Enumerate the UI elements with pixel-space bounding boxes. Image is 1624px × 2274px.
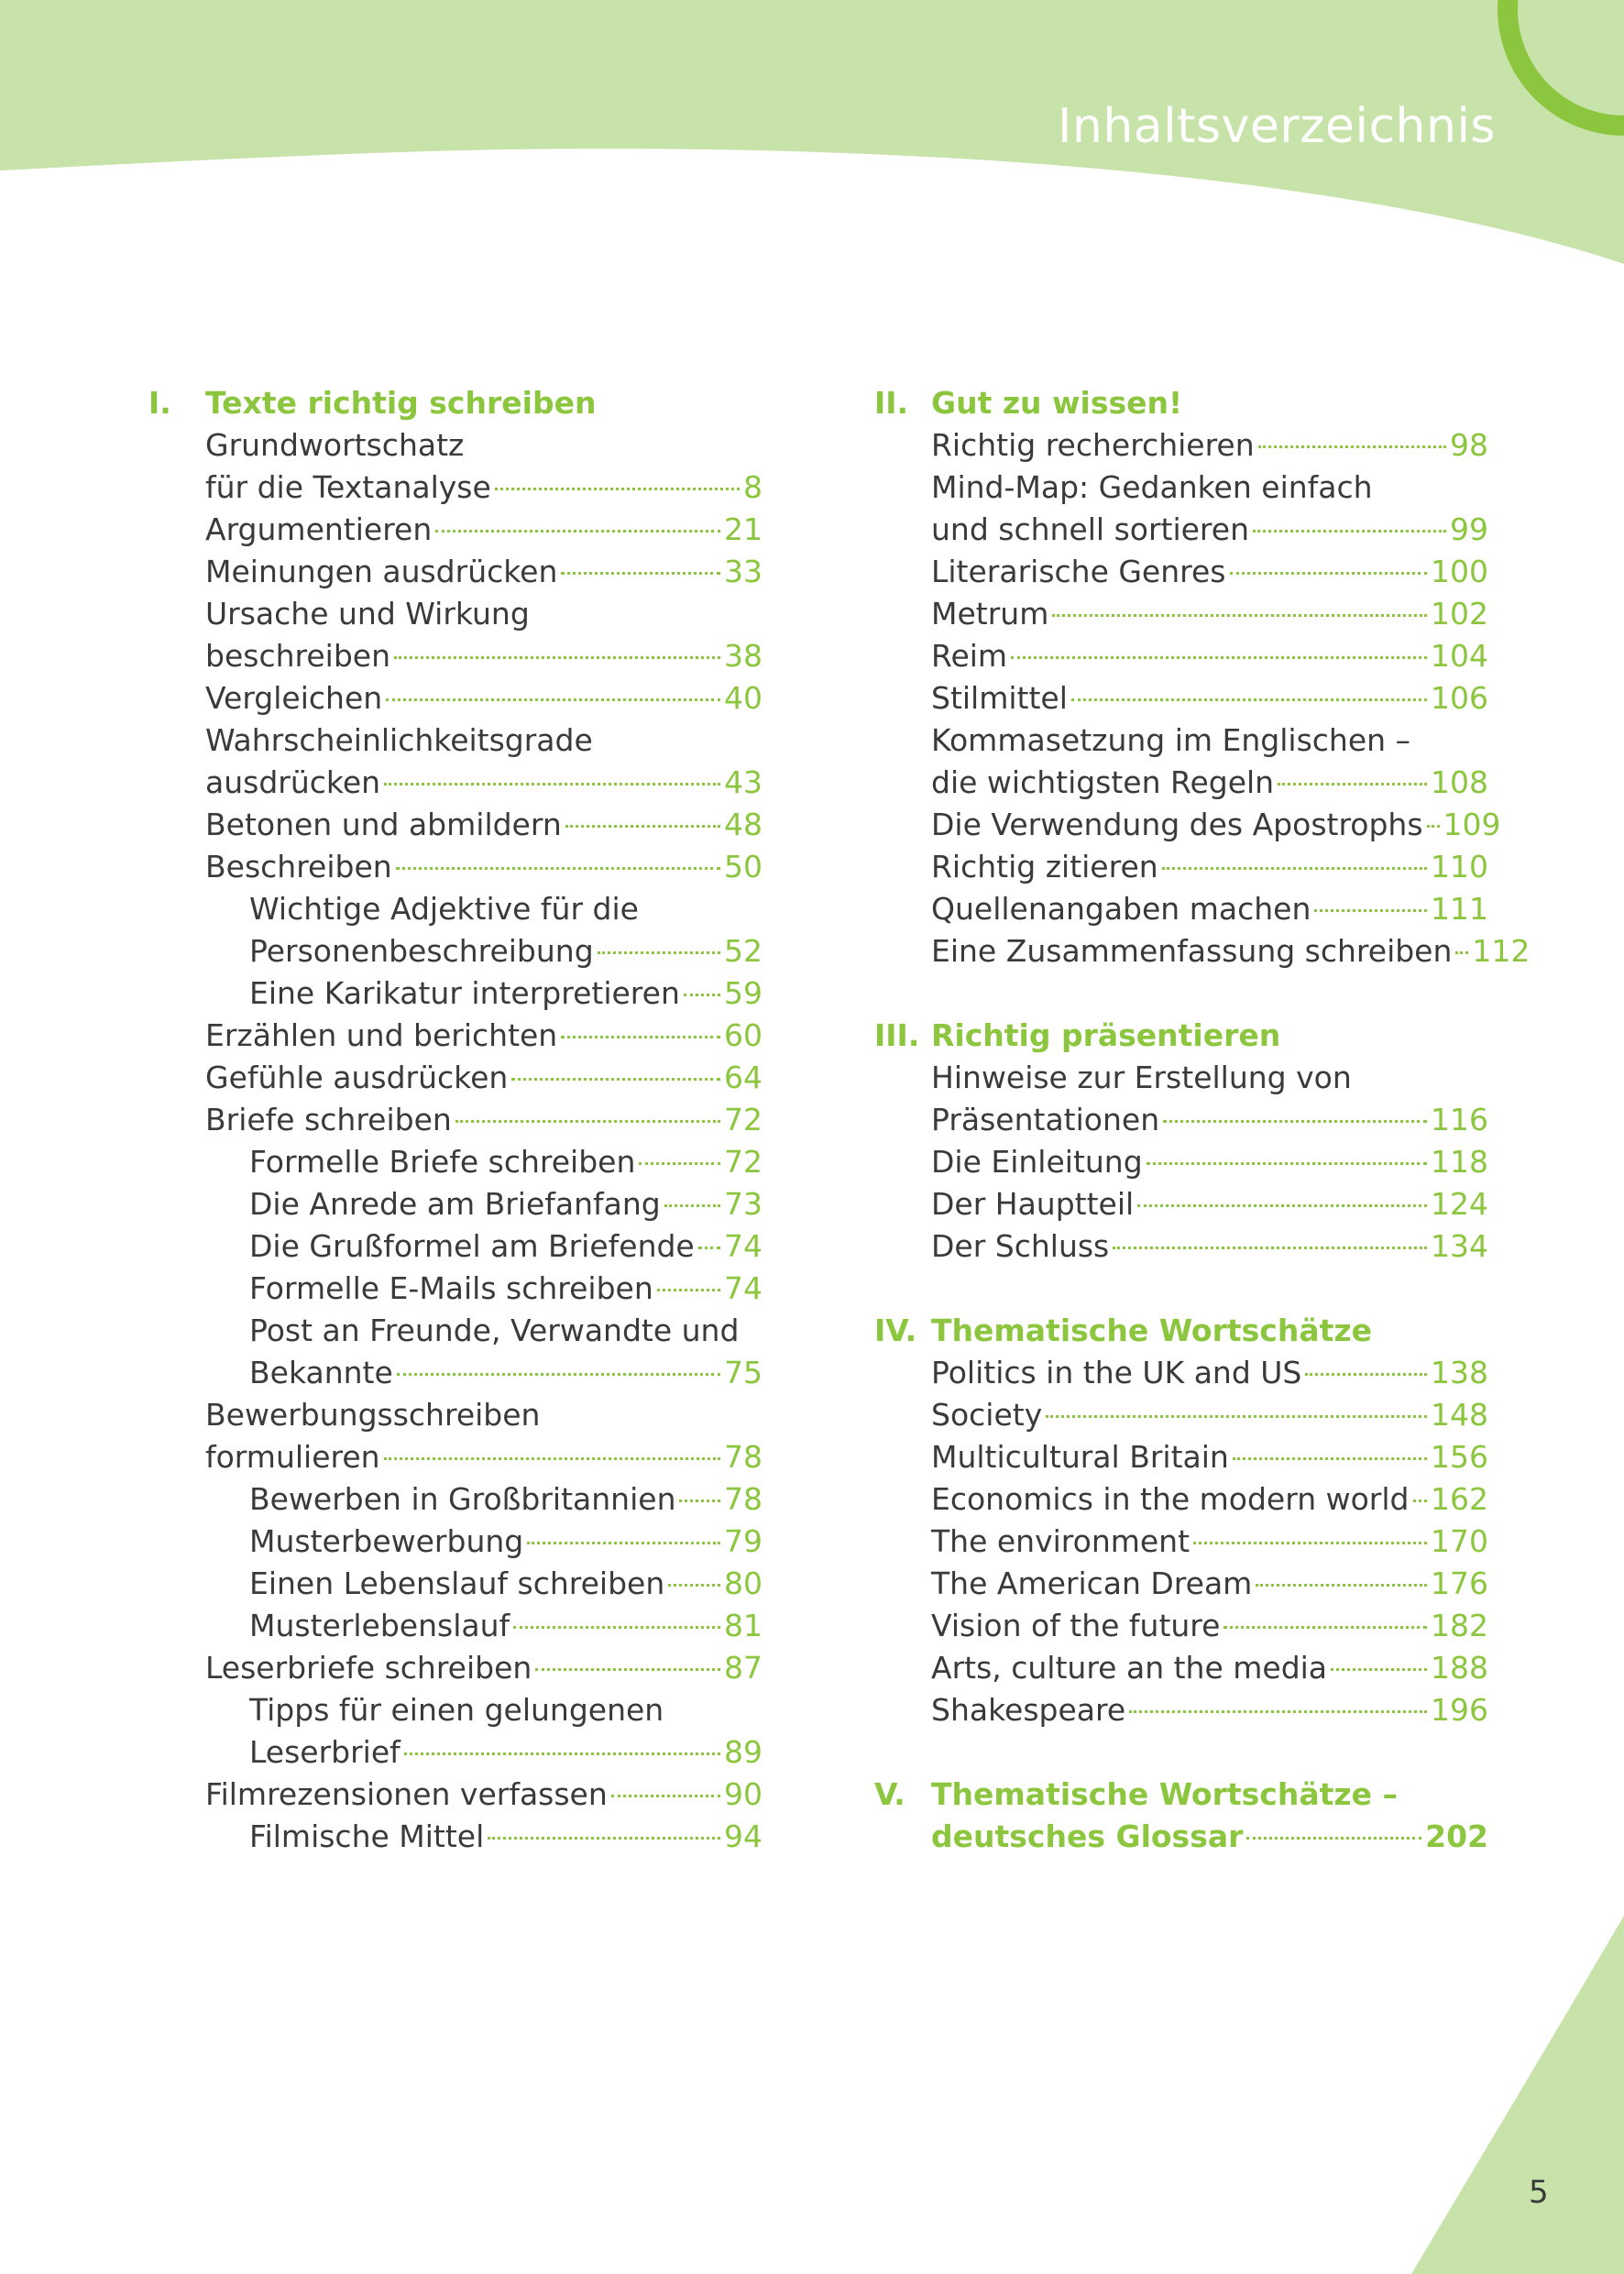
dot-leader: [1233, 1457, 1427, 1460]
section-heading: [148, 382, 763, 424]
toc-page-number: 106: [1431, 680, 1488, 716]
toc-page-number: 202: [1425, 1818, 1488, 1854]
toc-page-number: 182: [1431, 1608, 1488, 1643]
toc-page-number: 87: [724, 1650, 763, 1686]
section-number: II.: [874, 385, 909, 421]
dot-leader: [664, 1204, 720, 1207]
toc-page-number: 94: [724, 1818, 763, 1854]
toc-entry-label: Gefühle ausdrücken: [205, 1060, 509, 1095]
toc-entry-literarische-genres: [874, 551, 1488, 593]
dot-leader: [1046, 1415, 1427, 1418]
toc-entry-label: Filmische Mittel: [249, 1818, 485, 1854]
dot-leader: [513, 1626, 720, 1629]
toc-entry-personenbeschreibung: [148, 930, 763, 972]
toc-page-number: 52: [724, 933, 763, 969]
section-title: Thematische Wortschätze –: [931, 1776, 1398, 1812]
dot-leader: [455, 1120, 720, 1123]
toc-entry-label: Eine Karikatur interpretieren: [249, 975, 680, 1011]
toc-entry-bewerben-in-grossbritannien: [148, 1478, 763, 1521]
dot-leader: [1413, 1500, 1428, 1502]
section-spacer: [874, 1731, 1488, 1774]
dot-leader: [1113, 1247, 1427, 1249]
dot-leader: [1258, 445, 1446, 448]
toc-entry-label: Die Anrede am Briefanfang: [249, 1186, 661, 1222]
toc-entry-label: Society: [931, 1397, 1043, 1433]
toc-entry-label: Der Hauptteil: [931, 1186, 1135, 1222]
toc-entry-shakespeare: [874, 1689, 1488, 1731]
toc-page-number: 78: [724, 1439, 763, 1475]
toc-page-number: 43: [724, 764, 763, 800]
dot-leader: [698, 1247, 720, 1249]
toc-entry-label: Meinungen ausdrücken: [205, 554, 558, 589]
toc-page-number: 38: [724, 638, 763, 674]
toc-entry-die-anrede-am-briefanfang: [148, 1183, 763, 1225]
toc-entry-label: Briefe schreiben: [205, 1102, 452, 1137]
toc-entry-label: ausdrücken: [205, 764, 381, 800]
toc-page-number: 74: [724, 1270, 763, 1306]
toc-entry-bekannte: [148, 1352, 763, 1394]
toc-page-number: 118: [1431, 1144, 1488, 1180]
toc-entry-label: Betonen und abmildern: [205, 807, 562, 842]
toc-entry-label: Vergleichen: [205, 680, 383, 716]
toc-entry-formelle-briefe-schreiben: [148, 1141, 763, 1183]
toc-entry-label: Bewerben in Großbritannien: [249, 1481, 676, 1517]
toc-entry-richtig-zitieren: [874, 846, 1488, 888]
section-number: V.: [874, 1776, 905, 1812]
toc-page-number: 48: [724, 807, 763, 842]
dot-leader: [1253, 530, 1446, 533]
toc-entry-text-post-an-freunde-verwandte-und: Post an Freunde, Verwandte und: [249, 1313, 740, 1348]
section-title: Gut zu wissen!: [931, 385, 1183, 421]
toc-page-number: 21: [724, 511, 763, 547]
toc-entry-deutsches-glossar: [874, 1816, 1488, 1858]
toc-entry-die-verwendung-des-apostrophs: [874, 804, 1501, 846]
section-heading: [874, 1310, 1488, 1352]
toc-entry-label: Eine Zusammenfassung schreiben: [931, 933, 1453, 969]
dot-leader: [1011, 656, 1427, 659]
toc-entry-argumentieren: [148, 509, 763, 551]
toc-entry-label: Arts, culture an the media: [931, 1650, 1328, 1686]
toc-entry-label: Politics in the UK and US: [931, 1355, 1302, 1390]
toc-page-number: 134: [1431, 1228, 1488, 1264]
dot-leader: [639, 1162, 720, 1165]
toc-entry-label: Filmrezensionen verfassen: [205, 1776, 608, 1812]
toc-page-number: 59: [724, 975, 763, 1011]
toc-entry-label: und schnell sortieren: [931, 511, 1249, 547]
toc-entry-label: Multicultural Britain: [931, 1439, 1229, 1475]
dot-leader: [684, 994, 720, 996]
toc-entry-label: Metrum: [931, 596, 1049, 632]
dot-leader: [396, 867, 720, 870]
toc-entry-musterlebenslauf: [148, 1605, 763, 1647]
toc-page-number: 98: [1450, 427, 1488, 463]
toc-entry-formulieren: [148, 1436, 763, 1478]
toc-entry-betonen-und-abmildern: [148, 804, 763, 846]
toc-entry-politics-in-the-uk-and-us: [874, 1352, 1488, 1394]
toc-entry-text-grundwortschatz: Grundwortschatz: [205, 427, 465, 463]
toc-page-number: 50: [724, 849, 763, 884]
toc-page-number: 112: [1472, 933, 1531, 969]
toc-entry-economics-in-the-modern-world: [874, 1478, 1488, 1521]
toc-page-number: 170: [1431, 1523, 1488, 1559]
section-title: Thematische Wortschätze: [931, 1313, 1372, 1348]
toc-entry-text-kommasetzung-im-englischen: Kommasetzung im Englischen –: [931, 722, 1411, 758]
toc-entry-und-schnell-sortieren: [874, 509, 1488, 551]
dot-leader: [386, 698, 720, 701]
dot-leader: [495, 488, 740, 490]
toc-entry-der-hauptteil: [874, 1183, 1488, 1225]
toc-entry-label: Formelle E-Mails schreiben: [249, 1270, 653, 1306]
toc-page-number: 60: [724, 1017, 763, 1053]
toc-entry-erzaehlen-und-berichten: [148, 1015, 763, 1057]
toc-entry-label: The American Dream: [931, 1565, 1253, 1601]
dot-leader: [384, 1457, 720, 1460]
toc-entry-label: Die Grußformel am Briefende: [249, 1228, 695, 1264]
toc-entry-text-wahrscheinlichkeitsgrade: Wahrscheinlichkeitsgrade: [205, 722, 593, 758]
toc-page-number: 124: [1431, 1186, 1488, 1222]
toc-entry-label: Musterlebenslauf: [249, 1608, 510, 1643]
toc-entry-formelle-e-mails-schreiben: [148, 1268, 763, 1310]
toc-entry-the-environment: [874, 1521, 1488, 1563]
dot-leader: [1071, 698, 1427, 701]
toc-entry-filmische-mittel: [148, 1816, 763, 1858]
dot-leader: [679, 1500, 720, 1502]
toc-page-number: 40: [724, 680, 763, 716]
toc-page-number: 72: [724, 1144, 763, 1180]
toc-page-number: 78: [724, 1481, 763, 1517]
toc-entry-text-bewerbungsschreiben: Bewerbungsschreiben: [205, 1397, 541, 1433]
dot-leader: [1427, 825, 1440, 828]
toc-entry-society: [874, 1394, 1488, 1436]
dot-leader: [1162, 867, 1427, 870]
toc-entry-label: beschreiben: [205, 638, 390, 674]
toc-page-number: 116: [1431, 1102, 1488, 1137]
dot-leader: [397, 1373, 720, 1376]
toc-entry-label: Leserbriefe schreiben: [205, 1650, 532, 1686]
dot-leader: [1223, 1626, 1427, 1629]
toc-entry-text-ursache-und-wirkung: Ursache und Wirkung: [205, 596, 530, 632]
toc-entry-the-american-dream: [874, 1563, 1488, 1605]
toc-entry-die-grussformel-am-briefende: [148, 1225, 763, 1268]
bottom-right-curve: [1411, 1916, 1624, 2274]
toc-entry-label: für die Textanalyse: [205, 469, 491, 505]
toc-entry-reim: [874, 635, 1488, 677]
toc-entry-ausdruecken: [148, 762, 763, 804]
dot-leader: [565, 825, 720, 828]
dot-leader: [598, 951, 720, 954]
toc-page-number: 148: [1431, 1397, 1488, 1433]
toc-entry-label: formulieren: [205, 1439, 380, 1475]
dot-leader: [1137, 1204, 1427, 1207]
page-number: 5: [1529, 2174, 1549, 2211]
section-heading: [874, 1015, 1488, 1057]
toc-page-number: 99: [1450, 511, 1488, 547]
toc-page-number: 176: [1431, 1565, 1488, 1601]
dot-leader: [488, 1837, 720, 1840]
dot-leader: [1314, 909, 1427, 912]
toc-entry-label: Beschreiben: [205, 849, 392, 884]
dot-leader: [1193, 1542, 1427, 1544]
dot-leader: [384, 783, 720, 785]
toc-entry-text-mind-map-gedanken-einfach: Mind-Map: Gedanken einfach: [931, 469, 1373, 505]
dot-leader: [611, 1795, 720, 1797]
toc-entry-label: Musterbewerbung: [249, 1523, 524, 1559]
toc-page-number: 138: [1431, 1355, 1488, 1390]
section-number: III.: [874, 1017, 920, 1053]
section-number: IV.: [874, 1313, 917, 1348]
toc-entry-label: Richtig zitieren: [931, 849, 1158, 884]
toc-entry-quellenangaben-machen: [874, 888, 1488, 930]
toc-page-number: 80: [724, 1565, 763, 1601]
toc-page-number: 162: [1431, 1481, 1488, 1517]
toc-entry-label: The environment: [931, 1523, 1191, 1559]
toc-page-number: 75: [724, 1355, 763, 1390]
toc-page-number: 89: [724, 1734, 763, 1770]
toc-entry-metrum: [874, 593, 1488, 635]
toc-page-number: 73: [724, 1186, 763, 1222]
dot-leader: [561, 1036, 720, 1038]
toc-entry-label: Vision of the future: [931, 1608, 1221, 1643]
toc-entry-label: Shakespeare: [931, 1692, 1126, 1728]
dot-leader: [1230, 572, 1428, 575]
toc-entry-stilmittel: [874, 677, 1488, 720]
toc-entry-label: Bekannte: [249, 1355, 393, 1390]
toc-entry-beschreiben: [148, 846, 763, 888]
toc-page-number: 79: [724, 1523, 763, 1559]
dot-leader: [511, 1078, 720, 1081]
toc-entry-beschreiben: [148, 635, 763, 677]
toc-entry-label: Quellenangaben machen: [931, 891, 1311, 927]
toc-page-number: 90: [724, 1776, 763, 1812]
toc-entry-label: Leserbrief: [249, 1734, 401, 1770]
toc-page-number: 100: [1431, 554, 1488, 589]
section-number: I.: [148, 385, 171, 421]
toc-entry-multicultural-britain: [874, 1436, 1488, 1478]
toc-column-right: [874, 382, 1531, 1858]
toc-entry-leserbrief: [148, 1731, 763, 1774]
toc-entry-eine-zusammenfassung-schreiben: [874, 930, 1531, 972]
toc-entry-label: die wichtigsten Regeln: [931, 764, 1275, 800]
page-title: Inhaltsverzeichnis: [1058, 99, 1496, 154]
dot-leader: [1455, 951, 1468, 954]
toc-page-number: 188: [1431, 1650, 1488, 1686]
toc-entry-arts-culture-an-the-media: [874, 1647, 1488, 1689]
toc-entry-label: Personenbeschreibung: [249, 933, 594, 969]
toc-entry-filmrezensionen-verfassen: [148, 1774, 763, 1816]
toc-entry-label: Die Verwendung des Apostrophs: [931, 807, 1423, 842]
toc-entry-einen-lebenslauf-schreiben: [148, 1563, 763, 1605]
toc-entry-eine-karikatur-interpretieren: [148, 972, 763, 1015]
toc-page-number: 104: [1431, 638, 1488, 674]
toc-page-number: 108: [1431, 764, 1488, 800]
toc-page-number: 81: [724, 1608, 763, 1643]
dot-leader: [404, 1752, 720, 1755]
section-heading: [874, 382, 1488, 424]
toc-column-left: [148, 382, 763, 1858]
toc-entry-label: Reim: [931, 638, 1008, 674]
dot-leader: [1147, 1162, 1427, 1165]
toc-entry-leserbriefe-schreiben: [148, 1647, 763, 1689]
toc-entry-praesentationen: [874, 1099, 1488, 1141]
dot-leader: [1129, 1710, 1427, 1713]
section-spacer: [874, 972, 1488, 1015]
toc-entry-der-schluss: [874, 1225, 1488, 1268]
dot-leader: [657, 1289, 720, 1291]
dot-leader: [668, 1584, 720, 1587]
toc-entry-text-tipps-fuer-einen-gelungenen: Tipps für einen gelungenen: [249, 1692, 664, 1728]
dot-leader: [394, 656, 720, 659]
dot-leader: [1052, 614, 1427, 617]
toc-entry-label: Einen Lebenslauf schreiben: [249, 1565, 665, 1601]
toc-entry-die-wichtigsten-regeln: [874, 762, 1488, 804]
section-title: Texte richtig schreiben: [205, 385, 597, 421]
toc-page-number: 111: [1431, 891, 1488, 927]
toc-entry-briefe-schreiben: [148, 1099, 763, 1141]
dot-leader: [535, 1668, 720, 1671]
section-spacer: [874, 1268, 1488, 1310]
dot-leader: [435, 530, 720, 533]
toc-page-number: 110: [1431, 849, 1488, 884]
toc-entry-label: Stilmittel: [931, 680, 1068, 716]
toc-entry-label: deutsches Glossar: [931, 1818, 1244, 1854]
toc-entry-fuer-die-textanalyse: [148, 467, 763, 509]
dot-leader: [1331, 1668, 1427, 1671]
toc-page-number: 64: [724, 1060, 763, 1095]
toc-entry-label: Formelle Briefe schreiben: [249, 1144, 636, 1180]
section-heading: [874, 1774, 1488, 1816]
toc-entry-musterbewerbung: [148, 1521, 763, 1563]
toc-page-number: 72: [724, 1102, 763, 1137]
toc-entry-vision-of-the-future: [874, 1605, 1488, 1647]
toc-entry-gefuehle-ausdruecken: [148, 1057, 763, 1099]
toc-page-number: 33: [724, 554, 763, 589]
dot-leader: [527, 1542, 720, 1544]
toc-entry-richtig-recherchieren: [874, 424, 1488, 467]
toc-entry-label: Erzählen und berichten: [205, 1017, 558, 1053]
toc-entry-text-wichtige-adjektive-fuer-die: Wichtige Adjektive für die: [249, 891, 639, 927]
toc-entry-label: Literarische Genres: [931, 554, 1226, 589]
toc-entry-label: Die Einleitung: [931, 1144, 1143, 1180]
toc-entry-label: Richtig recherchieren: [931, 427, 1255, 463]
toc-entry-label: Economics in the modern world: [931, 1481, 1410, 1517]
toc-page-number: 8: [743, 469, 763, 505]
toc-entry-meinungen-ausdruecken: [148, 551, 763, 593]
section-title: Richtig präsentieren: [931, 1017, 1281, 1053]
toc-page-number: 196: [1431, 1692, 1488, 1728]
toc-page-number: 156: [1431, 1439, 1488, 1475]
toc-page-number: 102: [1431, 596, 1488, 632]
dot-leader: [1305, 1373, 1427, 1376]
dot-leader: [1278, 783, 1427, 785]
dot-leader: [1256, 1584, 1427, 1587]
toc-page-number: 109: [1443, 807, 1501, 842]
dot-leader: [1163, 1120, 1427, 1123]
toc-entry-die-einleitung: [874, 1141, 1488, 1183]
dot-leader: [1246, 1837, 1421, 1840]
toc-entry-vergleichen: [148, 677, 763, 720]
toc-entry-label: Argumentieren: [205, 511, 433, 547]
toc-entry-text-hinweise-zur-erstellung-von: Hinweise zur Erstellung von: [931, 1060, 1352, 1095]
toc-entry-label: Der Schluss: [931, 1228, 1110, 1264]
toc-page-number: 74: [724, 1228, 763, 1264]
toc-entry-label: Präsentationen: [931, 1102, 1160, 1137]
dot-leader: [561, 572, 720, 575]
